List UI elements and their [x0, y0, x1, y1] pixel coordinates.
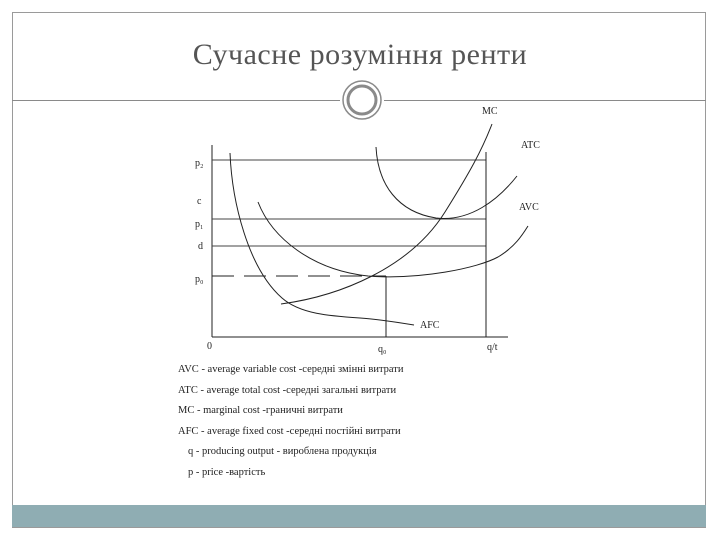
afc-label: AFC [420, 320, 440, 331]
d-label: d [198, 241, 203, 252]
atc-label: ATC [521, 140, 540, 151]
p2-label: p₂ [195, 158, 204, 169]
slide-title: Сучасне розуміння ренти [192, 38, 528, 71]
legend-item-avc: AVC - average variable cost -середні змінні витрати [178, 364, 404, 375]
mc-label: MC [482, 106, 498, 117]
bottom-accent-bar [12, 505, 706, 527]
legend [178, 360, 508, 483]
p0-label: p₀ [195, 274, 204, 285]
legend-item-atc: ATC - average total cost -середні загальні витрати [178, 384, 397, 396]
legend-item-p: p - price -вартість [188, 466, 266, 478]
qt-label: q/t [487, 342, 498, 353]
legend-item-mc: MC - marginal cost -граничні витрати [178, 405, 343, 416]
c-label: c [197, 196, 202, 207]
q0-label: q₀ [378, 344, 387, 355]
avc-label: AVC [519, 202, 539, 213]
legend-item-q: q - producing output - вироблена продукція [188, 446, 377, 457]
avc-curve [258, 202, 528, 277]
p1-label: p₁ [195, 219, 204, 230]
atc-curve [376, 147, 517, 218]
legend-item-afc: AFC - average fixed cost -середні постійні витрати [178, 425, 401, 437]
origin-label: 0 [207, 341, 212, 352]
